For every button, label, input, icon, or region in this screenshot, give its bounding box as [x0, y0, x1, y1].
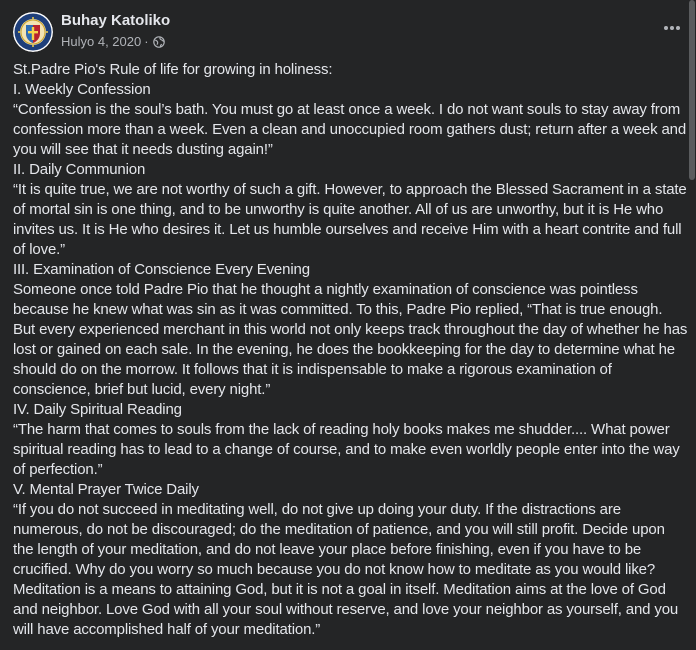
rule-heading: V. Mental Prayer Twice Daily: [13, 481, 199, 498]
rule-text: “Confession is the soul’s bath. You must go at least once a week. I do not want souls to stay away from confession more than a week. Even a clean and unoccupied room gathers dust; return after a week and you will see that it needs dusting again!”: [13, 101, 687, 158]
post-meta: [61, 34, 165, 49]
rule-text: Someone once told Padre Pio that he thought a nightly examination of conscience was pointless because he knew what was sin as it was committed. To this, Padre Pio replied, “That is true enough. But every experienced merchant in this world not only keeps track throughout the day of whether he has lost or gained on each sale. In the evening, he does the bookkeeping for the day to determine what he should do on the morrow. It follows that it is indispensable to make a rigorous examination of conscience, brief but lucid, every night.”: [13, 281, 688, 398]
rule-heading: III. Examination of Conscience Every Evening: [13, 261, 310, 278]
meta-separator: ·: [144, 34, 149, 49]
rule-text: “The harm that comes to souls from the lack of reading holy books makes me shudder.... What power spiritual reading has to lead to a change of course, and to make even worldly people enter into the way of perfection.”: [13, 421, 680, 478]
rule-heading: IV. Daily Spiritual Reading: [13, 401, 182, 418]
rule-heading: II. Daily Communion: [13, 161, 146, 178]
scrollbar[interactable]: [688, 0, 696, 650]
scrollbar-thumb[interactable]: [689, 0, 695, 180]
seal-logo-icon: [13, 12, 53, 52]
more-horizontal-icon: [663, 25, 681, 31]
page-avatar[interactable]: [13, 12, 53, 52]
post-intro-line: St.Padre Pio's Rule of life for growing in holiness:: [13, 61, 333, 78]
post-header: [0, 0, 696, 62]
rule-text: “It is quite true, we are not worthy of such a gift. However, to approach the Blessed Sacrament in a state of mortal sin is one thing, and to be unworthy is quite another. All of us are unworthy, but it is He who invites us. It is He who desires it. Let us humble ourselves and receive Him with a heart contrite and full of love.”: [13, 181, 687, 258]
more-options-button[interactable]: [658, 14, 686, 42]
post-date-link[interactable]: Hulyo 4, 2020: [61, 34, 142, 49]
post-body: [13, 60, 688, 640]
rule-heading: I. Weekly Confession: [13, 81, 151, 98]
page-name-link[interactable]: Buhay Katoliko: [61, 12, 171, 29]
rule-text: “If you do not succeed in meditating well, do not give up doing your duty. If the distractions are numerous, do not be discouraged; do the meditation of patience, and you will still profit. Decide upon the length of your meditation, and do not leave your place before finishing, even if you have to be crucified. Why do you worry so much because you do not know how to meditate as you would like? Meditation is a means to attaining God, but it is not a goal in itself. Meditation aims at the love of God and neighbor. Love God with all your soul without reserve, and love your neighbor as yourself, and you will have accomplished half of your meditation.”: [13, 501, 679, 638]
globe-icon[interactable]: [153, 36, 165, 48]
